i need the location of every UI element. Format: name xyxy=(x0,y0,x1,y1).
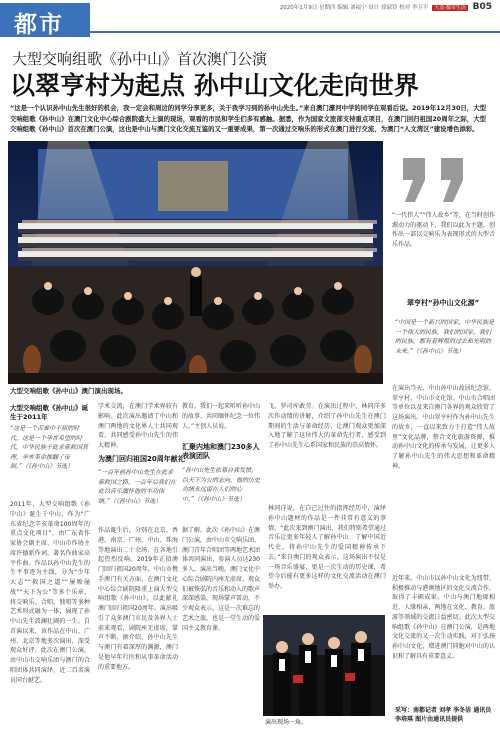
article-lead: “这是一个认识孙中山先生很好的机会，我一定会和周边的同学分享更多，关于我学习到的孙中山先生。”来自澳门濠河中学的同学在观看后说。2019年12月30日，大型交响组歌《孙中山》在澳门文化中心综合剧院盛大上演的现场，观看的市民和学生们多有感触。据悉，作为国家文旅部支持重点项目，在澳门回归祖国20周年之际，大型交响组歌《孙中山》首次在澳门公演，这也是中山与澳门文化交流互鉴的又一重要成果，第一次通过交响乐的形式在澳门进行交流，为澳门“人文湾区”建设增色添彩。 xyxy=(10,104,486,134)
col4-body: 林同洋说，在自己过往的指挥经历中，演绎孙中山题材的作品是一件非常有意义的事情。“此次来到澳门演出，我们特别希望通过音乐让更多年轻人了解孙中山、了解中国近代史，将孙中山先生的爱国精神传承下去。”来自澳门的观众表示，这场演出不仅是一场音乐盛宴，更是一次生动的历史课，希望今后能有更多这样的文化交流活动在澳门举办。 xyxy=(268,505,386,590)
right-intro: “一代伟人”“伟人故乡”等，在当时创作源动力的驱动下，我们以此为主题，创作出一部以交响乐为表现形式的大型音乐作品。 xyxy=(392,212,495,249)
article-subtitle: 大型交响组歌《孙中山》首次澳门公演 xyxy=(12,50,268,68)
col2-body: 作品诞生后，分别在北京、香港、南京、广州、中山、珠海等地演出二十余场，在各地引起热烈反响。2019年正值澳门回归祖国20周年，中山市携手澳门有关方面，在澳门文化中心综合剧院隆重上演大型交响组歌《孙中山》，以此献礼澳门回归祖国20周年。演出吸引了众多澳门市民及各界人士前来观看，剧院座无虚席，掌声不断。据介绍，孙中山先生与澳门有着深厚的渊源，澳门是他早年行医和从事革命活动的重要地方。 xyxy=(98,527,178,671)
performers-photo xyxy=(263,615,385,716)
concert-photo xyxy=(8,141,383,384)
dateline-text: 2020年1月9日 星期四 编辑 刘福宁 设计 徐淑铃 校对 李卫平 xyxy=(279,5,429,11)
right-body-2: 近年来，中山市以孙中山文化为纽带，积极推动与港澳地区的文化交流合作，取得了丰硕成果。中山与澳门地缘相近、人缘相亲，两地在文化、教育、旅游等领域的交流日益密切。此次大型交响组歌《孙中山》在澳门公演，是两地文化交流的又一次生动实践，对于弘扬孙中山文化、增进澳门同胞对中山的认识和了解具有重要意义。 xyxy=(392,575,495,660)
col2-heading: 为澳门回归祖国20周年献礼 xyxy=(98,455,185,463)
header-rule xyxy=(90,31,500,33)
page-number: B05 xyxy=(472,2,492,12)
edition-tag: 大众·都市生活 xyxy=(434,5,466,11)
quote-mark-icon xyxy=(395,148,485,208)
right-body-1: 在演出当天，中山孙中山故居纪念馆、翠亨村、中山市文化馆、中山市合唱团等单位以及来自澳门各界的观众欣赏了这场演出。中山翠亨村作为孙中山先生的故乡，一直以来致力于打造“伟人故里”文化品牌，整合文化旅游资源，推动孙中山文化的传承与发展，让更多人了解孙中山先生的伟大思想和革命精神。 xyxy=(392,385,495,470)
dateline xyxy=(280,2,492,12)
byline: 采写：南都记者 刘孝 李冬洁 通讯员 李培琪 图片由通讯员提供 xyxy=(395,707,492,723)
col3-body: 据了解，此次《孙中山》在澳门公演，由中山市交响乐团、澳门青年合唱团等两地艺术团体共同演出，参演人员达230多人。演出当晚，澳门文化中心综合剧院内座无虚席，观众们被恢弘的音乐和动人的歌声深深感染，现场掌声雷动，不少观众表示，这是一次难忘的艺术之旅，也是一堂生动的爱国主义教育课。 xyxy=(182,527,260,632)
col2-quote: “一百年前孙中山先生在此求索救国之路，一百年后我们在此以音乐缅怀他的丰功伟绩。”（《孙中山》节选） xyxy=(98,469,177,505)
right-section-heading: 翠亨村“孙中山文化源” xyxy=(407,299,480,307)
col1-body: 2011年，大型交响组歌《孙中山》诞生于中山，作为“广东省纪念辛亥革命100周年的重点文化项目”，由广东省作家协会副主席、中山市作协主席许德新作词，著名作曲家高平作曲。作品以孙中山先生的生平事迹为主线，分为“少年大志”“救国之道”“屡败屡战”“天下为公”等多个乐章，将交响乐、合唱、独唱等多种艺术形式融为一体，展现了孙中山先生波澜壮阔的一生。自首演以来，该作品在中山、广州、北京等地多次演出，深受观众好评。此次在澳门公演，由中山市交响乐团与澳门的合唱团体共同演绎，近二百名演员同台献艺。 xyxy=(10,501,90,684)
article-headline: 以翠亨村为起点 孙中山文化走向世界 xyxy=(10,71,419,100)
right-quote: “中国是一个新兴的国家，中华民族是一个伟大的民族，我们的国家、我们的民族，都有着辉煌的过去和光明的未来。”（《孙中山》节选） xyxy=(395,319,495,355)
section-badge xyxy=(0,3,90,37)
col3-quote: “孙中山先生依靠自我发愤，以天下为公的志向，他的历史功绩永远留在人们的心中。”（《孙中山》节选） xyxy=(182,467,260,503)
col1-heading: 大型交响组歌《孙中山》诞生于2011年 xyxy=(10,404,88,421)
masthead xyxy=(0,0,500,40)
small-photo-caption: 演出现场一角。 xyxy=(265,719,308,726)
col3-body-top: 教育，我们一起来听听孙中山的故事，共同缅怀纪念一位伟人。”主创人员说。 xyxy=(182,403,260,430)
col3-heading: 汇聚内地和澳门230多人表演团队 xyxy=(182,443,260,460)
main-photo-caption: 大型交响组歌《孙中山》澳门演出现场。 xyxy=(10,387,127,395)
col1-quote: “这是一个苦难中不屈的时代，这是一个孕育希望的时代，中华民族于此求索救国真理，辛亥革命推翻了帝制。”（《孙中山》节选） xyxy=(10,425,89,470)
section-title: 都市 xyxy=(14,12,64,38)
col4-body-top: 飞，罗司库敢劳。在演出过程中，林同洋多次作动情的讲解，介绍了孙中山先生在澳门期间的生活与革命经历，让澳门观众更加深入地了解了这位伟大的革命先行者，感受到了孙中山先生心系国家和民族的崇高情怀。 xyxy=(268,403,386,449)
col2-body-top: 学术交流，在澳门学术界较有影响。此次演出邀请了中山和澳门两地的文化界人士共同观看，共同感受孙中山先生的伟大精神。 xyxy=(98,403,178,449)
